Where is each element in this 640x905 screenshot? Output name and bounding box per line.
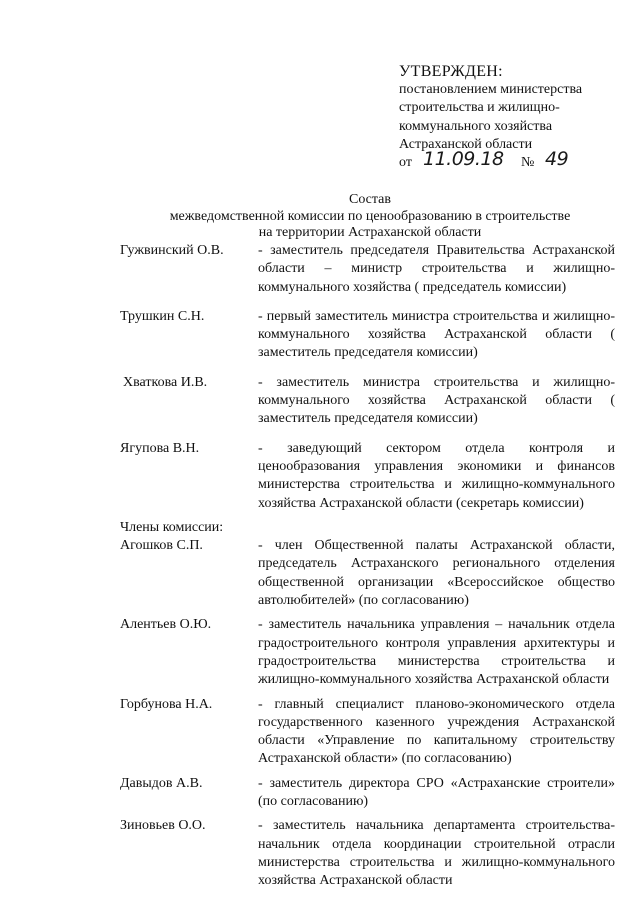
document-subtitle: межведомственной комиссии по ценообразованию в строительстве — [169, 209, 571, 224]
member-row — [0, 537, 640, 610]
member-name: Зиновьев О.О. — [120, 818, 206, 834]
member-role: - главный специалист планово-экономического отдела государственного казенного учреждения Астраханской области «Управление по капитальному строительству Астраханской области» (по согласованию) — [258, 696, 615, 767]
member-name: Хваткова И.В. — [123, 374, 208, 390]
member-role: - заведующий сектором отдела контроля и ценообразования управления экономики и финансов министерства строительства и жилищно-коммунального хозяйства Астраханской области (секретарь комиссии) — [258, 440, 615, 511]
member-row — [0, 817, 640, 890]
member-row — [0, 775, 640, 812]
member-role: - заместитель министра строительства и жилищно-коммунального хозяйства Астраханской области ( заместитель председателя комиссии) — [258, 374, 615, 427]
member-role: - заместитель директора СРО «Астраханские строители» (по согласованию) — [258, 775, 615, 810]
member-name: Горбунова Н.А. — [120, 696, 213, 712]
member-role: - первый заместитель министра строительства и жилищно-коммунального хозяйства Астраханской области ( заместитель председателя комиссии) — [258, 308, 615, 361]
approval-line: строительства и жилищно- — [399, 100, 560, 116]
member-row — [0, 242, 640, 297]
member-name: Алентьев О.Ю. — [120, 617, 212, 633]
member-name: Трушкин С.Н. — [120, 308, 205, 324]
approval-heading: УТВЕРЖДЕН: — [399, 63, 503, 80]
member-role: - заместитель начальника департамента строительства-начальник отдела координации строительной отрасли министерства строительства и жилищно-коммунального хозяйства Астраханской области — [258, 818, 615, 889]
document-subtitle: на территории Астраханской области — [258, 225, 482, 240]
member-row — [0, 696, 640, 769]
member-name: Давыдов А.В. — [120, 775, 203, 791]
number-handwritten: 49 — [545, 148, 569, 171]
member-role: - заместитель председателя Правительства Астраханской области – министр строительства и жилищно-коммунального хозяйства ( председатель комиссии) — [258, 243, 615, 295]
date-handwritten: 11.09.18 — [423, 148, 504, 171]
approval-line: коммунального хозяйства — [399, 118, 553, 134]
member-row — [0, 374, 640, 429]
member-role: - заместитель начальника управления – начальник отдела градостроительного контроля управления архитектуры и градостроительства министерства строительства и жилищно-коммунального хозяйства Астраханской области — [258, 617, 615, 688]
date-prefix: от — [399, 155, 412, 171]
member-row — [0, 440, 640, 513]
approval-line: Астраханской области — [399, 136, 533, 152]
member-name: Гужвинский О.В. — [120, 243, 224, 258]
member-name: Агошков С.П. — [120, 538, 203, 554]
commission-list — [0, 242, 640, 891]
document-title: Состав — [348, 192, 391, 207]
member-name: Ягупова В.Н. — [120, 440, 200, 456]
member-row — [0, 616, 640, 689]
member-row — [0, 308, 640, 363]
approval-line: постановлением министерства — [399, 82, 583, 97]
members-label: Члены комиссии: — [120, 519, 224, 535]
approval-date-number — [399, 148, 629, 177]
member-role: - член Общественной палаты Астраханской области, председатель Астраханского регионального отделения общественной организации «Всероссийское общество автолюбителей» (по согласованию) — [258, 538, 615, 609]
number-prefix: № — [521, 155, 535, 171]
approval-stamp — [399, 62, 629, 177]
